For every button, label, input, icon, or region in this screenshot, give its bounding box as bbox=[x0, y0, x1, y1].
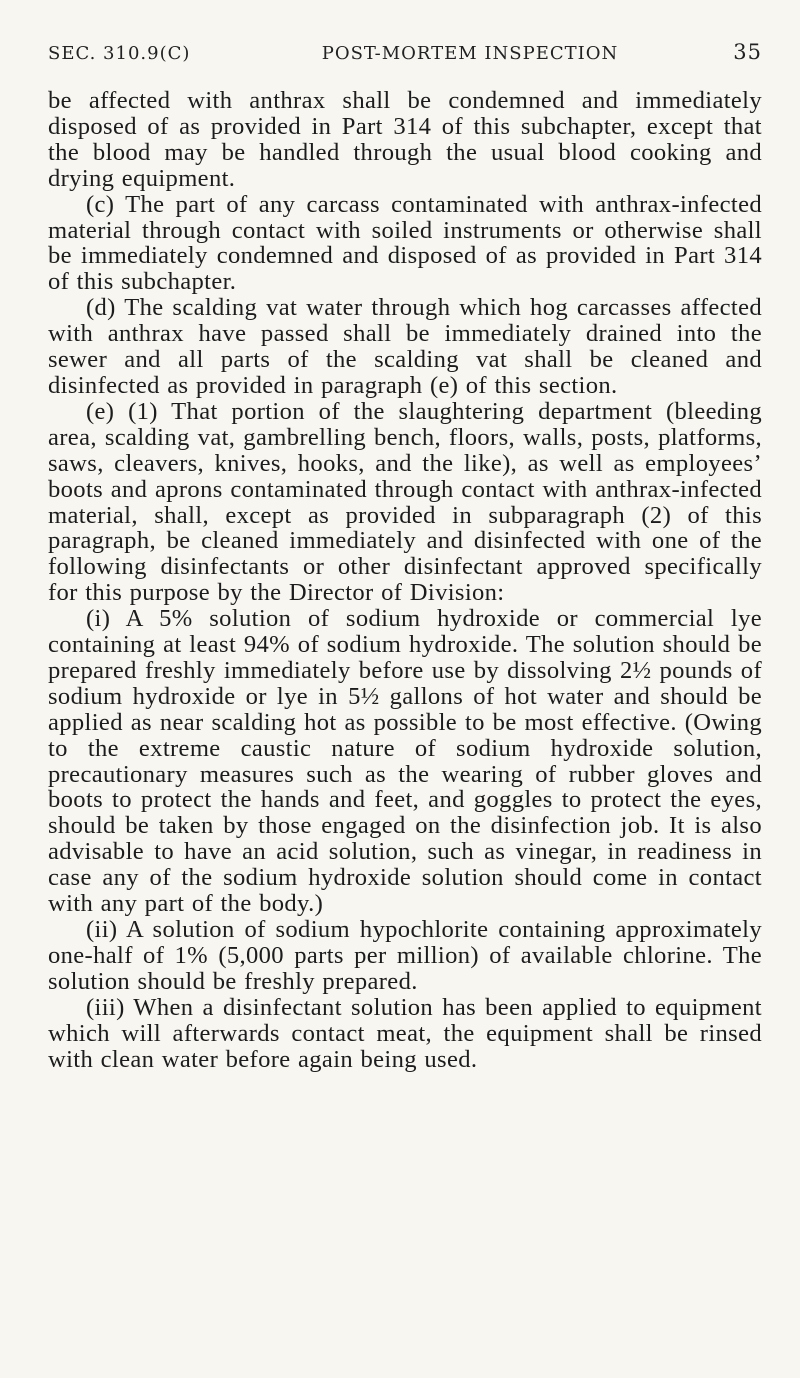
section-number: SEC. 310.9(C) bbox=[48, 43, 191, 64]
paragraph-e-1-ii: (ii) A solution of sodium hypochlorite containing approximately one-half of 1% (5,000 parts per million) of available chlorine. The solution should be freshly prepared. bbox=[48, 916, 762, 995]
page-title: POST-MORTEM INSPECTION bbox=[321, 43, 619, 64]
body-text bbox=[48, 88, 762, 1072]
paragraph-continuation: be affected with anthrax shall be condemned and immediately disposed of as provided in Part 314 of this subchapter, except that the blood may be handled through the usual blood cooking and drying equipment. bbox=[48, 87, 762, 192]
paragraph-e-1: (e) (1) That portion of the slaughtering department (bleeding area, scalding vat, gambrelling bench, floors, walls, posts, platforms, saws, cleavers, knives, hooks, and the like), as well as employees’ boots and aprons contaminated through contact with anthrax-infected material, shall, except as provided in subparagraph (2) of this paragraph, be cleaned immediately and disinfected with one of the following disinfectants or other disinfectant approved specifically for this purpose by the Director of Division: bbox=[48, 397, 762, 607]
paragraph-e-1-iii: (iii) When a disinfectant solution has been applied to equipment which will afterwards contact meat, the equipment shall be rinsed with clean water before again being used. bbox=[48, 993, 762, 1073]
paragraph-e-1-i: (i) A 5% solution of sodium hydroxide or commercial lye containing at least 94% of sodium hydroxide. The solution should be prepared freshly immediately before use by dissolving 2½ pounds of sodium hydroxide or lye in 5½ gallons of hot water and should be applied as near scalding hot as possible to be most effective. (Owing to the extreme caustic nature of sodium hydroxide solution, precautionary measures such as the wearing of rubber gloves and boots to protect the hands and feet, and goggles to protect the eyes, should be taken by those engaged on the disinfection job. It is also advisable to have an acid solution, such as vinegar, in readiness in case any of the sodium hydroxide solution should come in contact with any part of the body.) bbox=[48, 605, 762, 918]
paragraph-d: (d) The scalding vat water through which hog carcasses affected with anthrax have passed shall be immediately drained into the sewer and all parts of the scalding vat shall be cleaned and disinfected as provided in paragraph (e) of this section. bbox=[48, 294, 762, 399]
page-number: 35 bbox=[733, 40, 762, 64]
paragraph-c: (c) The part of any carcass contaminated with anthrax-infected material through contact with soiled instruments or otherwise shall be immediately condemned and disposed of as provided in Part 314 of this subchapter. bbox=[48, 190, 762, 296]
running-header bbox=[48, 40, 762, 64]
